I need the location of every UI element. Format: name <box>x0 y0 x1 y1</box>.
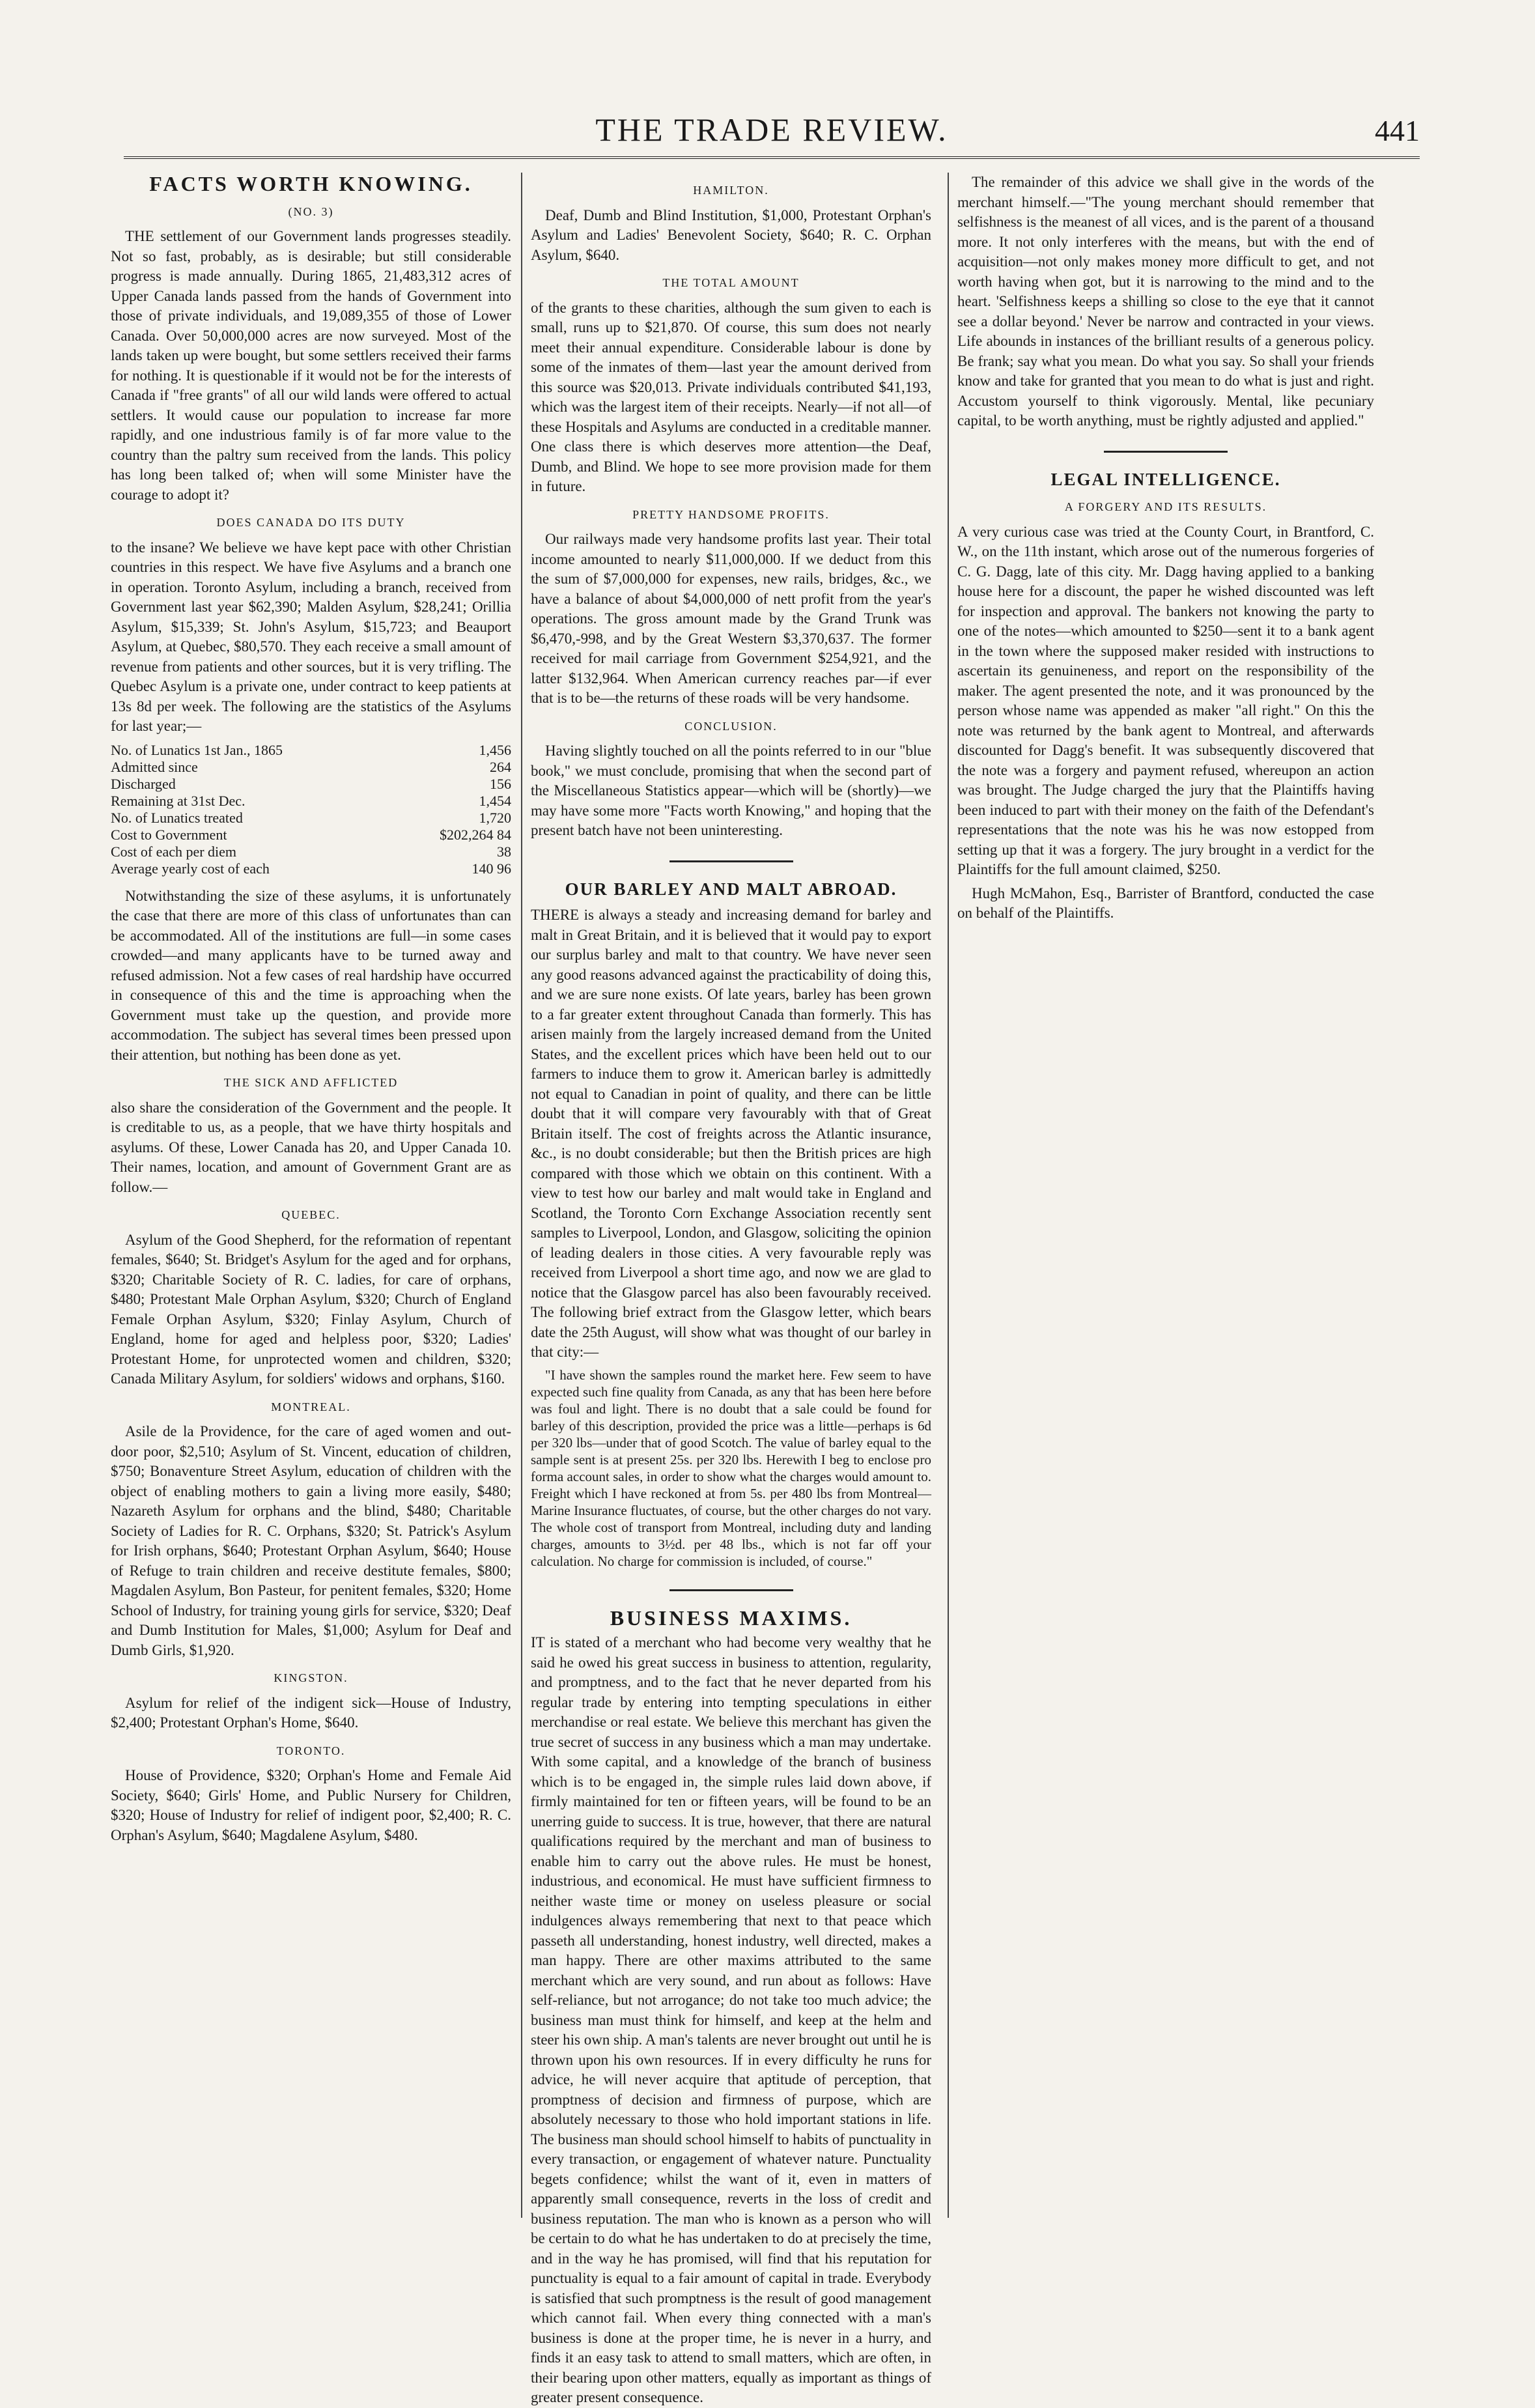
article-separator <box>669 860 793 862</box>
facts-total-text: of the grants to these charities, although the sum given to each is small, runs up to $21,870. Of course, this sum does not nearly meet their annual expenditure. Considerable labour is done by some of the inmates of them—last year the amount derived from this source was $20,013. Private individuals contributed $41,193, which was the largest item of their receipts. Nearly—if not all—of these Hospitals and Asylums are conducted in a creditable manner. One class there is which deserves more attention—the Deaf, Dumb, and Blind. We hope to see more provision made for them in future. <box>531 299 931 494</box>
facts-sick-text: also share the consideration of the Government and the people. It is creditable to us, as a people, that we have thirty hospitals and asylums. Of these, Lower Canada has 20, and Upper Canada 10. Their names, location, and amount of Government Grant are as follow.— <box>111 1099 511 1195</box>
stat-row: Average yearly cost of each 140 96 <box>111 860 511 877</box>
stat-row: Discharged 156 <box>111 775 511 792</box>
facts-insane-text: to the insane? We believe we have kept pace with other Christian countries in this respect. We have five Asylums and a branch one in operation. Toronto Asylum, including a branch, received from Government last year $62,390; Malden Asylum, $28,241; Orillia Asylum, $15,339; St. John's Asylum, $15,723; and Beauport Asylum, at Quebec, $80,570. They each receive a small amount of revenue from patients and other sources, but it is very trifling. The Quebec Asylum is a private one, under contract to keep patients at 13s 8d per week. The following are the statistics of the Asylums for last year;— <box>111 539 511 734</box>
section-head-insane: DOES CANADA DO ITS DUTY <box>216 516 406 529</box>
facts-toronto-text: House of Providence, $320; Orphan's Home and Female Aid Society, $640; Girls' Home, and Public Nursery for Children, $320; House of Industry for relief of indigent poor, $2,400; R. C. Orphan's Asylum, $640; Magdalene Asylum, $480. <box>111 1767 511 1843</box>
asylum-statistics <box>111 742 511 877</box>
section-head-sick: THE SICK AND AFFLICTED <box>223 1076 399 1089</box>
article-separator <box>1104 451 1228 453</box>
facts-quebec-text: Asylum of the Good Shepherd, for the reformation of repentant females, $640; St. Bridget's Asylum for the aged and for orphans, $320; Charitable Society of R. C. ladies, for care of orphans, $480; Protestant Male Orphan Asylum, $320; Church of England Female Orphan Asylum, $320; Finlay Asylum, Church of England, home for aged and helpless poor, $320; Ladies' Protestant Home, for unprotected women and children, $320; Canada Military Asylum, for soldiers' widows and orphans, $160. <box>111 1231 511 1387</box>
section-head-kingston: KINGSTON. <box>274 1671 348 1684</box>
barley-text: THERE is always a steady and increasing demand for barley and malt in Great Britain, and it is believed that it would pay to export our surplus barley and malt to that country. We have never seen any good reasons advanced against the practicability of doing this, and we are sure none exists. Of late years, barley has been grown to a far greater extent throughout Canada than formerly. This has arisen mainly from the largely increased demand from the United States, and the excellent prices which have been held out to our farmers to induce them to grow it. American barley is admittedly not equal to Canadian in point of quality, and there can be little doubt that it will compare very favourably with that of Great Britain itself. The cost of freights across the Atlantic insurance, &c., is no doubt considerable; but then the British prices are high compared with those which we obtain on this continent. With a view to test how our barley and malt would take in England and Scotland, the Toronto Corn Exchange Association recently sent samples to Liverpool, London, and Glasgow, soliciting the opinion of leading dealers in those cities. A very favourable reply was received from Liverpool a short time ago, and now we are glad to notice that the Glasgow parcel has also been favourably received. The following brief extract from the Glasgow letter, which bears date the 25th August, will show what was thought of our barley in that city:— <box>531 907 931 1360</box>
column-3 <box>957 173 1374 2218</box>
article-number: (NO. 3) <box>288 205 334 218</box>
maxims-text-2: The remainder of this advice we shall give in the words of the merchant himself.—"The young merchant should remember that selfishness is the meanest of all vices, and is the parent of a thousand more. It not only interferes with the means, but with the end of acquisition—not only makes money more difficult to get, and not worth having when got, but it is narrowing to the mind and to the heart. 'Selfishness keeps a shilling so close to the eye that it cannot see a dollar beyond.' Never be narrow and contracted in your views. Life abounds in instances of the brilliant results of a generous policy. Be frank; say what you mean. Do what you say. So shall your friends know and take for granted that you mean to do what is just and right. Accustom yourself to think vigorously. Mental, like pecuniary capital, to be worth anything, must be rightly adjusted and applied." <box>957 174 1374 429</box>
facts-intro: THE settlement of our Government lands progresses steadily. Not so fast, probably, as is desirable; but still considerable progress is made annually. During 1865, 21,483,312 acres of Upper Canada lands passed from the hands of Government into those of private individuals, and 19,089,355 of those of Lower Canada. Over 50,000,000 acres are now surveyed. Most of the lands taken up were bought, but some settlers received their farms for nothing. It is questionable if it would not be for the interests of Canada if "free grants" of all our wild lands were offered to actual settlers. It would cause our population to increase far more rapidly, and one industrious family is of far more value to the country than the paltry sum received from the lands. This policy has long been talked of; when will some Minister have the courage to adopt it? <box>111 228 511 503</box>
barley-quote: "I have shown the samples round the market here. Few seem to have expected such fine quality from Canada, as any that has been here before was foul and light. There is no doubt that a sale could be found for barley of this description, provided the price was a little—perhaps is 6d per 320 lbs—under that of good Scotch. The value of barley equal to the sample sent is at present 25s. per 320 lbs. Herewith I beg to enclose pro forma account sales, in order to show what the charges would amount to. Freight which I have reckoned at from 5s. per 480 lbs from Montreal—Marine Insurance fluctuates, of course, but the other charges do not vary. The whole cost of transport from Montreal, including duty and landing charges, amounts to 3½d. per 48 lbs., which is not far off your calculation. No charge for commission is included, of course." <box>531 1367 931 1569</box>
facts-montreal-text: Asile de la Providence, for the care of aged women and out-door poor, $2,510; Asylum of St. Vincent, education of children, $750; Bonaventure Street Asylum, education of children with the object of enabling mothers to gain a living more easily, $480; Nazareth Asylum for orphans and the blind, $480; Charitable Society of Ladies for R. C. Orphans, $320; St. Patrick's Asylum for Irish orphans, $640; Protestant Orphan Asylum, $640; House of Refuge to train children and receive destitute females, $800; Magdalen Asylum, Bon Pasteur, for penitent females, $320; Home School of Industry, for training young girls for service, $320; Deaf and Dumb Institution for Males, $1,000; Asylum for Deaf and Dumb Girls, $1,920. <box>111 1423 511 1658</box>
maxims-text: IT is stated of a merchant who had become very wealthy that he said he owed his great success in business to attention, regularity, and promptness, and to the fact that he never departed from his regular trade by entering into tempting speculations in either merchandise or real estate. We believe this merchant has given the true secret of success in any business which a man may undertake. With some capital, and a knowledge of the branch of business which is to be engaged in, the simple rules laid down above, if firmly maintained for ten or fifteen years, will be found to be an unerring guide to success. It is true, however, that there are natural qualifications required by the merchant and man of business to enable him to carry out the above rules. He must be honest, industrious, and economical. He must have sufficient firmness to neither waste time or money on useless pleasure or social indulgences always remembering that next to that peace which passeth all understanding, honest industry, well directed, makes a man happy. There are other maxims attributed to the same merchant which are very sound, and run about as follows: Have self-reliance, but not arrogance; do not take too much advice; the business man must think for himself, and keep at the helm and steer his own ship. A man's talents are never brought out until he is thrown upon his own resources. If in every difficulty he runs for advice, he will never acquire that aptitude of perception, that promptness of decision and firmness of purpose, which are absolutely necessary to those who hold important stations in life. The business man should school himself to habits of punctuality in every transaction, or engagement of whatever nature. Punctuality begets confidence; whilst the want of it, even in matters of apparently small consequence, reverts in the loss of credit and business reputation. The man who is known as a person who will be certain to do what he has undertaken to do at precisely the time, and in the way he has promised, will find that his reputation for punctuality is equal to a fair amount of capital in trade. Everybody is satisfied that such promptness is the result of good management which cannot fail. When every thing connected with a man's business is done at the proper time, he is never in a hurry, and finds it an easy task to attend to small matters, which are often, in their bearing upon other matters, equally as important as things of greater present consequence. <box>531 1634 931 2405</box>
publication-title: THE TRADE REVIEW. <box>595 111 948 148</box>
legal-text-2: Hugh McMahon, Esq., Barrister of Brantford, conducted the case on behalf of the Plaintiffs. <box>957 885 1374 921</box>
section-head-montreal: MONTREAL. <box>271 1400 351 1413</box>
page-number: 441 <box>1375 114 1420 147</box>
stat-row: Remaining at 31st Dec. 1,454 <box>111 792 511 809</box>
stat-row: Cost of each per diem 38 <box>111 843 511 860</box>
section-head-toronto: TORONTO. <box>276 1744 346 1757</box>
column-1 <box>111 173 511 2218</box>
stat-row: Cost to Government $202,264 84 <box>111 826 511 843</box>
stat-row: No. of Lunatics 1st Jan., 1865 1,456 <box>111 741 511 758</box>
column-rule <box>521 173 522 2218</box>
legal-subtitle: A FORGERY AND ITS RESULTS. <box>1064 500 1267 513</box>
facts-conclusion-text: Having slightly touched on all the points referred to in our "blue book," we must conclude, promising that when the second part of the Miscellaneous Statistics appear—which will be (shortly)—we may have some more "Facts worth Knowing," and hoping that the present batch have not been uninteresting. <box>531 743 931 838</box>
stat-row: Admitted since 264 <box>111 758 511 775</box>
section-head-hamilton: HAMILTON. <box>693 184 769 197</box>
stat-row: No. of Lunatics treated 1,720 <box>111 809 511 826</box>
article-title-facts: FACTS WORTH KNOWING. <box>149 172 473 195</box>
section-head-total: THE TOTAL AMOUNT <box>662 276 800 289</box>
article-title-maxims: BUSINESS MAXIMS. <box>610 1606 852 1630</box>
column-rule <box>948 173 949 2218</box>
article-title-barley: OUR BARLEY AND MALT ABROAD. <box>565 879 897 899</box>
legal-text: A very curious case was tried at the County Court, in Brantford, C. W., on the 11th instant, which arose out of the numerous forgeries of C. G. Dagg, late of this city. Mr. Dagg having applied to a banking house here for a discount, the paper he wished discounted was left for inspection and approval. The bankers not knowing the party to one of the notes—which amounted to $250—sent it to a bank agent in the town where the supposed maker resided with instructions to ascertain its genuineness, and report on the responsibility of the maker. The agent presented the note, and it was pronounced by the person whose name was appended as maker "all right." On this the note was returned by the bank agent to Montreal, and afterwards discounted for Dagg's benefit. It was subsequently discovered that the note was a forgery and payment refused, whereupon an action was brought. The Judge charged the jury that the Plaintiffs having been induced to part with their money on the faith of the Defendant's representations that the note was his he was now estopped from setting up that it was a forgery. The jury brought in a verdict for the Plaintiffs for the full amount claimed, $250. <box>957 523 1374 877</box>
facts-profits-text: Our railways made very handsome profits last year. Their total income amounted to nearly $11,000,000. If we deduct from this the sum of $7,000,000 for expenses, new rails, bridges, &c., we have a balance of about $4,000,000 of nett profit from the year's operations. The gross amount made by the Grand Trunk was $6,470,-998, and by the Great Western $3,370,637. The former received for mail carriage from Government $254,921, and the latter $132,964. When American currency reaches par—if ever that is to be—the returns of these roads will be very handsome. <box>531 531 931 706</box>
article-title-legal: LEGAL INTELLIGENCE. <box>1050 469 1281 489</box>
facts-kingston-text: Asylum for relief of the indigent sick—House of Industry, $2,400; Protestant Orphan's Home, $640. <box>111 1694 511 1731</box>
column-2 <box>531 173 931 2405</box>
masthead <box>124 111 1420 159</box>
section-head-conclusion: CONCLUSION. <box>684 719 778 733</box>
section-head-profits: PRETTY HANDSOME PROFITS. <box>632 507 830 521</box>
facts-after-stats: Notwithstanding the size of these asylums, it is unfortunately the case that there are more of this class of unfortunates than can be accommodated. All of the institutions are full—in some cases crowded—and many applicants have to be turned away and refused admission. Not a few cases of real hardship have occurred in consequence of this and the time is approaching when the Government must take up the question, and provide more accommodation. The subject has several times been pressed upon their attention, but nothing has been done as yet. <box>111 887 511 1063</box>
article-separator <box>669 1589 793 1591</box>
facts-hamilton-text: Deaf, Dumb and Blind Institution, $1,000, Protestant Orphan's Asylum and Ladies' Benevolent Society, $640; R. C. Orphan Asylum, $640. <box>531 206 931 263</box>
section-head-quebec: QUEBEC. <box>281 1208 341 1221</box>
